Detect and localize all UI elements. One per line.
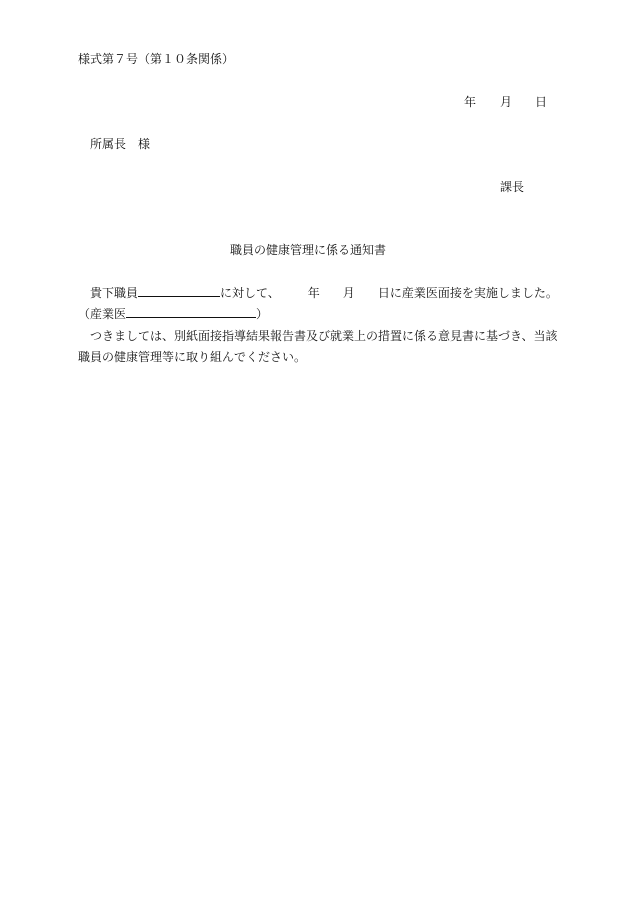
body-line-1-mid: に対して、 — [220, 286, 280, 300]
recipient: 所属長 様 — [90, 137, 151, 151]
date-year-label: 年 — [464, 95, 477, 109]
body-line-1-month: 月 — [342, 286, 355, 300]
date-day-label: 日 — [535, 95, 548, 109]
body-line-3: つきましては、別紙面接指導結果報告書及び就業上の措置に係る意見書に基づき、当該 — [90, 329, 558, 343]
body-line-1-year: 年 — [307, 286, 320, 300]
physician-name-blank — [126, 306, 256, 318]
form-number: 様式第７号（第１０条関係） — [78, 52, 235, 66]
sender: 課長 — [500, 180, 525, 194]
body-line-2-suffix: ） — [256, 307, 269, 321]
body-line-4: 職員の健康管理等に取り組んでください。 — [78, 350, 307, 364]
body-line-1 — [90, 285, 558, 301]
date-month-label: 月 — [500, 95, 513, 109]
body-line-2 — [78, 306, 268, 322]
document-title: 職員の健康管理に係る通知書 — [230, 243, 387, 257]
body-line-2-prefix: （産業医 — [78, 307, 127, 321]
body-line-1-prefix: 貴下職員 — [90, 286, 139, 300]
employee-name-blank — [138, 285, 220, 297]
body-line-1-suffix: 日に産業医面接を実施しました。 — [377, 286, 558, 300]
